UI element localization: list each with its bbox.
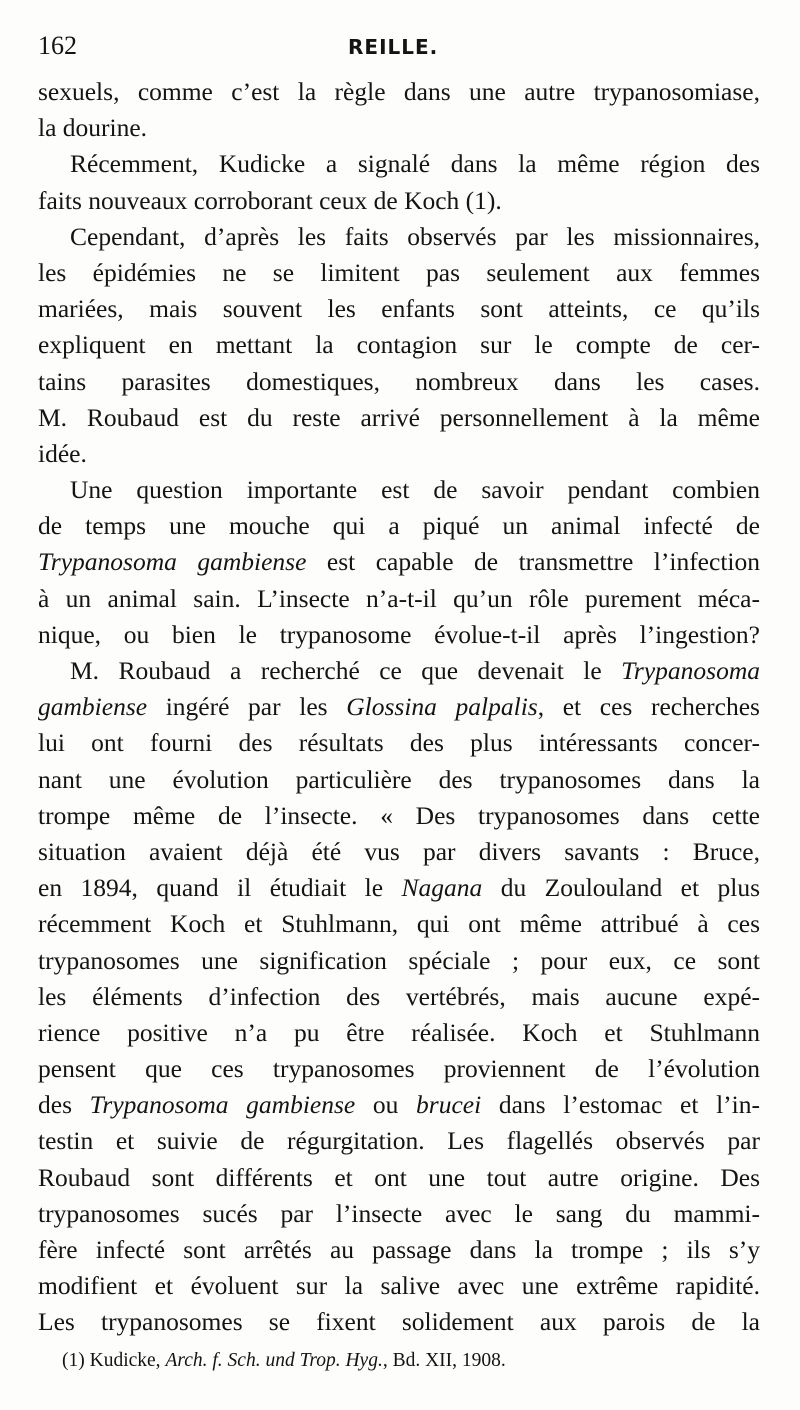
text-line: trompe même de l’insecte. « Des trypanosomes dans cette (38, 800, 760, 830)
text-line: M. Roubaud a recherché ce que devenait le Trypanosoma (70, 656, 760, 685)
text-line: tains parasites domestiques, nombreux dans les cases. (38, 366, 760, 396)
text-line: Récemment, Kudicke a signalé dans la même région des (70, 149, 760, 179)
text-line: la dourine. (38, 113, 148, 143)
text-line: pensent que ces trypanosomes proviennent de l’évolution (38, 1054, 760, 1084)
text-line: rience positive n’a pu être réalisée. Koch et Stuhlmann (38, 1017, 760, 1047)
italic-term: Trypanosoma gambiense (89, 1090, 356, 1120)
text-line: trypanosomes sucés par l’insecte avec le sang du mammi- (38, 1198, 760, 1228)
text-line: mariées, mais souvent les enfants sont atteints, ce qu’ils (38, 294, 760, 324)
text-line: idée. (38, 438, 87, 468)
text-line: de temps une mouche qui a piqué un animal infecté de (38, 511, 760, 541)
text-line: M. Roubaud est du reste arrivé personnellement à la même (38, 402, 760, 432)
page-number: 162 (38, 31, 77, 60)
italic-term: brucei (416, 1090, 482, 1120)
italic-term: gambiense (38, 692, 148, 722)
italic-term: Trypanosoma (621, 656, 760, 685)
footnote-citation: Arch. f. Sch. und Trop. Hyg. (165, 1350, 383, 1371)
text-line: à un animal sain. L’insecte n’a-t-il qu’un rôle purement méca- (38, 583, 760, 613)
text-line: Roubaud sont différents et ont une tout autre origine. Des (38, 1162, 760, 1192)
text-line: gambiense ingéré par les Glossina palpalis, et ces recherches (38, 692, 760, 722)
body-text (38, 74, 760, 1341)
text-line: Une question importante est de savoir pendant combien (70, 475, 760, 505)
text-line: nant une évolution particulière des trypanosomes dans la (38, 764, 760, 794)
italic-term: Glossina palpalis (346, 692, 538, 722)
text-line: situation avaient déjà été vus par divers savants : Bruce, (38, 836, 760, 866)
text-line: Cependant, d’après les faits observés par les missionnaires, (70, 221, 760, 251)
text-line: sexuels, comme c’est la règle dans une autre trypanosomiase, (38, 77, 760, 106)
text-line: en 1894, quand il étudiait le Nagana du Zoulouland et plus (38, 873, 761, 903)
text-line: des Trypanosoma gambiense ou brucei dans l’estomac et l’in- (38, 1090, 760, 1120)
text-line: nique, ou bien le trypanosome évolue-t-il après l’ingestion? (38, 619, 760, 649)
text-line: les éléments d’infection des vertébrés, mais aucune expé- (38, 981, 760, 1011)
running-head: REILLE. (348, 35, 439, 59)
italic-term: Trypanosoma gambiense (38, 547, 307, 577)
footnote: (1) Kudicke, Arch. f. Sch. und Trop. Hyg., Bd. XII, 1908. (62, 1350, 506, 1371)
text-line: modifient et évoluent sur la salive avec une extrême rapidité. (38, 1271, 760, 1301)
text-line: testin et suivie de régurgitation. Les flagellés observés par (38, 1126, 760, 1156)
text-line: expliquent en mettant la contagion sur le compte de cer- (38, 330, 760, 360)
text-line: Les trypanosomes se fixent solidement aux parois de la (38, 1307, 760, 1337)
text-line: trypanosomes une signification spéciale ; pour eux, ce sont (38, 945, 760, 975)
page-header (38, 30, 760, 62)
italic-term: Nagana (401, 873, 483, 903)
text-line: lui ont fourni des résultats des plus intéressants concer- (38, 728, 760, 758)
text-line: fère infecté sont arrêtés au passage dans la trompe ; ils s’y (38, 1235, 760, 1264)
text-line: Trypanosoma gambiense est capable de transmettre l’infection (38, 547, 760, 577)
text-line: récemment Koch et Stuhlmann, qui ont même attribué à ces (38, 909, 760, 939)
text-line: les épidémies ne se limitent pas seulement aux femmes (38, 257, 760, 287)
text-line: faits nouveaux corroborant ceux de Koch (1). (38, 185, 502, 215)
